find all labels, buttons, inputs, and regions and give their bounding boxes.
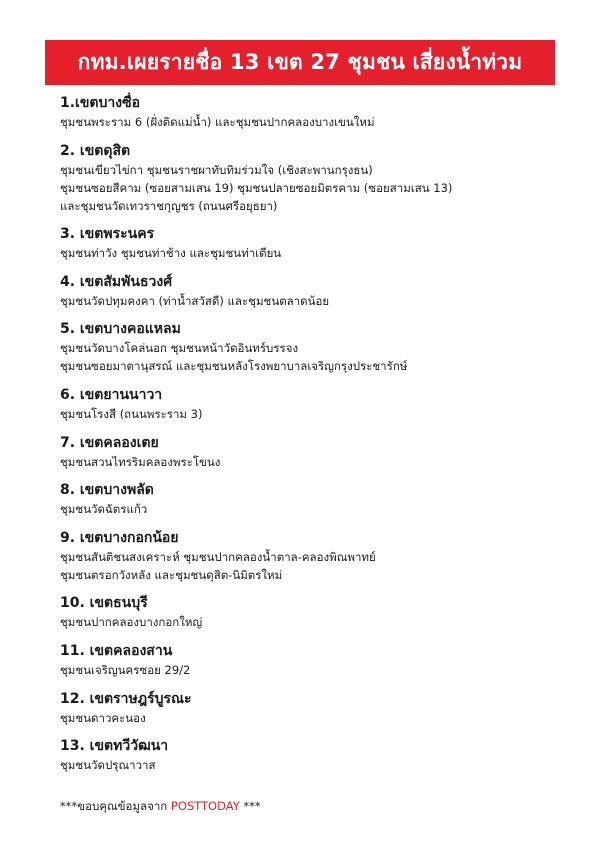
district-item — [60, 480, 560, 518]
district-name: 12. เขตราษฎร์บูรณะ — [60, 690, 192, 707]
district-item — [60, 385, 560, 423]
community-line: และชุมชนวัดเทวราชกุญชร (ถนนศรีอยุธยา) — [60, 198, 278, 213]
district-name: 4. เขตสัมพันธวงศ์ — [60, 273, 173, 290]
district-item — [60, 319, 560, 375]
district-name: 1.เขตบางซื่อ — [60, 95, 141, 111]
community-line: ชุมชนปากคลองบางกอกใหญ่ — [60, 615, 203, 630]
district-item — [60, 224, 560, 262]
community-line: ชุมชนวัดปทุมคงคา (ท่าน้ำสวัสดี) และชุมชนตลาดน้อย — [60, 293, 330, 308]
community-line: ชุมชนเจริญนครซอย 29/2 — [60, 662, 191, 677]
community-line: ชุมชนซอยสีคาม (ซอยสามเสน 19) ชุมชนปลายซอยมิตรคาม (ซอยสามเสน 13) — [60, 180, 453, 195]
district-name: 11. เขตคลองสาน — [60, 642, 173, 659]
community-line: ชุมชนสันติชนสงเคราะห์ ชุมชนปากคลองน้ำตาล-คลองพิณพาทย์ — [60, 549, 376, 564]
community-line: ชุมชนตรอกวังหลัง และชุมชนดุสิต-นิมิตรใหม่ — [60, 567, 283, 582]
district-name: 2. เขตดุสิต — [60, 142, 131, 159]
community-line: ชุมชนวัดฉัตรแก้ว — [60, 502, 148, 517]
district-name: 9. เขตบางกอกน้อย — [60, 529, 179, 546]
district-name: 8. เขตบางพลัด — [60, 482, 154, 499]
community-line: ชุมชนเขียวไข่กา ชุมชนราชผาทับทิมร่วมใจ (เชิงสะพานกรุงธน) — [60, 162, 373, 177]
community-line: ชุมชนดาวคะนอง — [60, 710, 146, 725]
community-line: ชุมชนโรงสี (ถนนพระราม 3) — [60, 406, 203, 421]
community-line: ชุมชนวัดปรุณาวาส — [60, 758, 156, 773]
community-line: ชุมชนสวนไทรริมคลองพระโขนง — [60, 454, 221, 469]
community-line: ชุมชนวัดบางโคล่นอก ชุมชนหน้าวัดอินทร์บรรจง — [60, 341, 299, 356]
title-banner — [45, 40, 555, 85]
district-name: 13. เขตทวีวัฒนา — [60, 738, 169, 755]
district-item — [60, 593, 560, 631]
page-title: กทม.เผยรายชื่อ 13 เขต 27 ชุมชน เสี่ยงน้ำท่วม — [77, 50, 523, 74]
district-item — [60, 736, 560, 774]
district-item — [60, 528, 560, 584]
district-item — [60, 689, 560, 727]
community-line: ชุมชนท่าวัง ชุมชนท่าช้าง และชุมชนท่าเตียน — [60, 246, 282, 261]
district-item — [60, 272, 560, 310]
district-item — [60, 141, 560, 215]
credit-suffix: *** — [239, 799, 261, 813]
district-list — [60, 93, 560, 784]
district-name: 6. เขตยานนาวา — [60, 386, 163, 403]
community-line: ชุมชนพระราม 6 (ฝั่งติดแม่น้ำ) และชุมชนปากคลองบางเขนใหม่ — [60, 115, 375, 129]
credit-prefix: ***ขอบคุณข้อมูลจาก — [60, 799, 171, 813]
district-name: 3. เขตพระนคร — [60, 226, 155, 243]
district-item — [60, 433, 560, 471]
credit-source: POSTTODAY — [170, 799, 240, 813]
district-name: 10. เขตธนบุรี — [60, 595, 148, 612]
district-name: 7. เขตคลองเตย — [60, 434, 159, 451]
district-name: 5. เขตบางคอแหลม — [60, 321, 181, 338]
district-item — [60, 93, 560, 131]
district-item — [60, 641, 560, 679]
community-line: ชุมชนซอยมาตานุสรณ์ และชุมชนหลังโรงพยาบาลเจริญกรุงประชารักษ์ — [60, 359, 408, 374]
source-credit — [60, 797, 261, 815]
